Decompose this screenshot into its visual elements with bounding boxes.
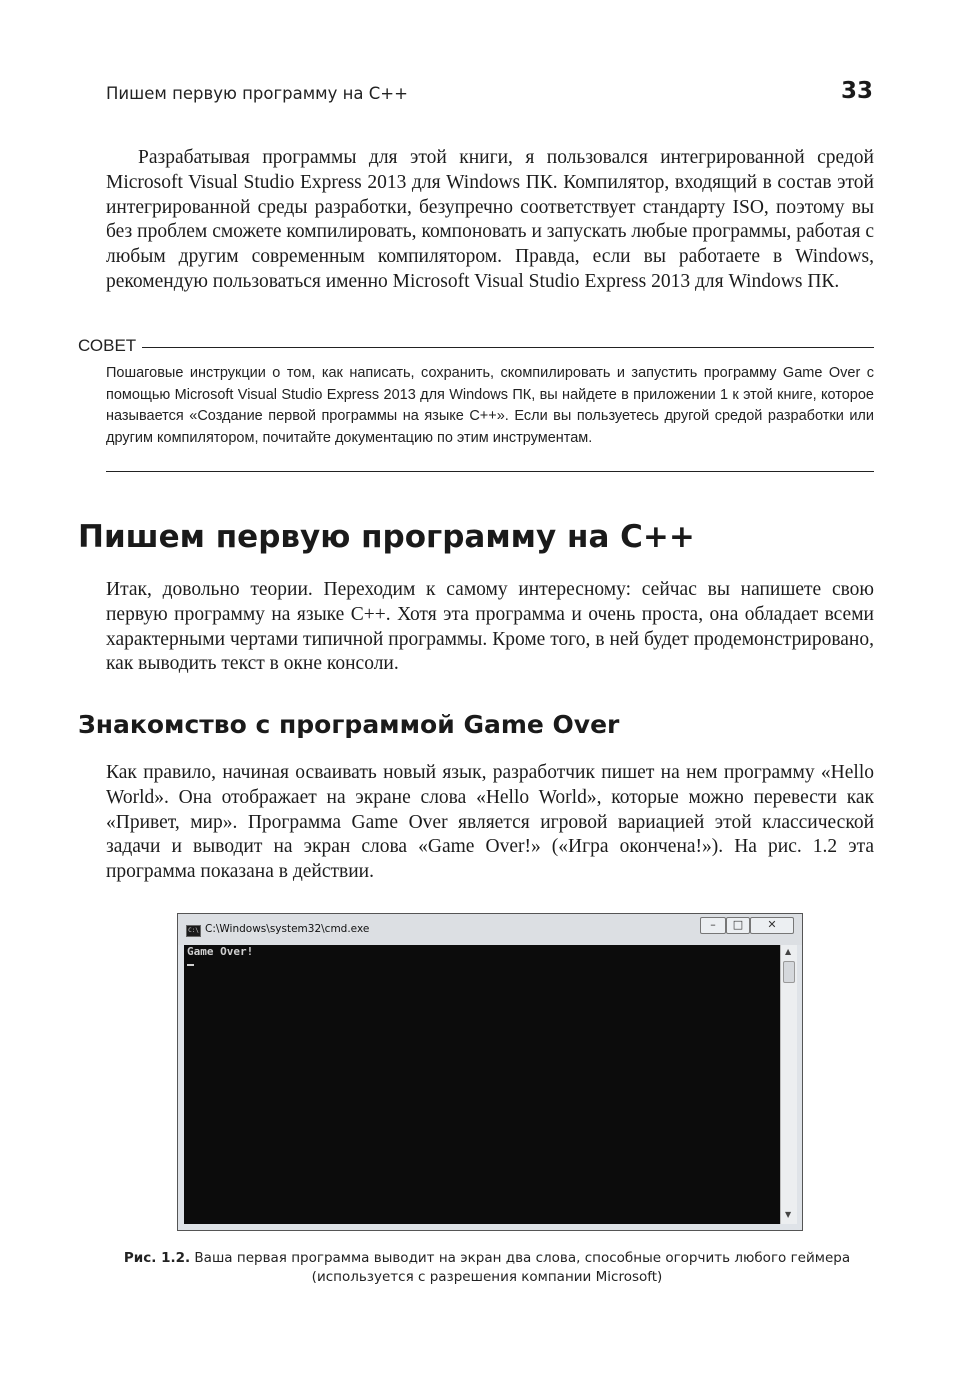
section-heading: Пишем первую программу на C++ [78, 519, 695, 555]
figure-caption [116, 1249, 858, 1287]
console-window-figure [177, 913, 803, 1231]
close-icon: ✕ [767, 918, 777, 931]
window-titlebar [178, 914, 802, 945]
scroll-up-icon[interactable]: ▲ [785, 947, 792, 956]
subsection-heading: Знакомство с программой Game Over [78, 710, 620, 739]
maximize-button[interactable] [726, 917, 750, 934]
scroll-thumb[interactable] [783, 961, 795, 983]
cmd-icon: C:\ [186, 925, 201, 937]
intro-paragraph: Разрабатывая программы для этой книги, я пользовался интегрированной средой Microsoft Visual Studio Express 2013 для Windows ПК. Компилятор, входящий в состав этой интегрированной среды разработки, безупречно соответствует стандарту ISO, поэтому вы без проблем сможете компилировать, компоновать и запускать любые программы, работая с любым другим современным компилятором. Правда, если вы работаете в Windows, рекомендую пользоваться именно Microsoft Visual Studio Express 2013 для Windows ПК. [106, 147, 874, 292]
subsection-paragraph: Как правило, начиная осваивать новый язык, разработчик пишет на нем программу «Hello World». Она отображает на экране слова «Hello World», которые можно перевести как «Привет, мир». Программа Game Over является игровой вариацией этой классической задачи и выводит на экран слова «Game Over!» («Игра окончена!»). На рис. 1.2 эта программа показана в действии. [106, 762, 874, 883]
figure-caption-text: Ваша первая программа выводит на экран два слова, способные огорчить любого геймера (используется с разрешения компании Microsoft) [194, 1250, 851, 1285]
console-area[interactable] [184, 945, 780, 1224]
minimize-icon: – [710, 918, 716, 931]
tip-bottom-rule [106, 471, 874, 472]
console-output: Game Over! [187, 945, 254, 958]
running-head: Пишем первую программу на C++ [106, 84, 408, 103]
page-number: 33 [840, 78, 873, 104]
section-paragraph: Итак, довольно теории. Переходим к самому интересному: сейчас вы напишете свою первую программу на языке C++. Хотя эта программа и очень проста, она обладает всеми характерными чертами типичной программы. Кроме того, в ней будет продемонстрировано, как выводить текст в окне консоли. [106, 579, 874, 675]
tip-text: Пошаговые инструкции о том, как написать, сохранить, скомпилировать и запустить программу Game Over с помощью Microsoft Visual Studio Express 2013 для Windows ПК, вы найдете в приложении 1 к этой книге, которое называется «Создание первой программы на языке C++». Если вы пользуетесь другой средой разработки или другим компилятором, почитайте документацию по этим инструментам. [106, 365, 874, 446]
figure-caption-label: Рис. 1.2. [123, 1250, 191, 1266]
vertical-scrollbar[interactable] [780, 945, 797, 1224]
minimize-button[interactable] [700, 917, 726, 934]
console-cursor [187, 964, 194, 966]
tip-top-rule [142, 347, 874, 348]
window-title: C:\Windows\system32\cmd.exe [205, 923, 370, 935]
tip-label: СОВЕТ [78, 336, 137, 355]
scroll-down-icon[interactable]: ▼ [785, 1210, 792, 1219]
close-button[interactable] [750, 917, 794, 934]
maximize-icon: □ [732, 918, 744, 931]
